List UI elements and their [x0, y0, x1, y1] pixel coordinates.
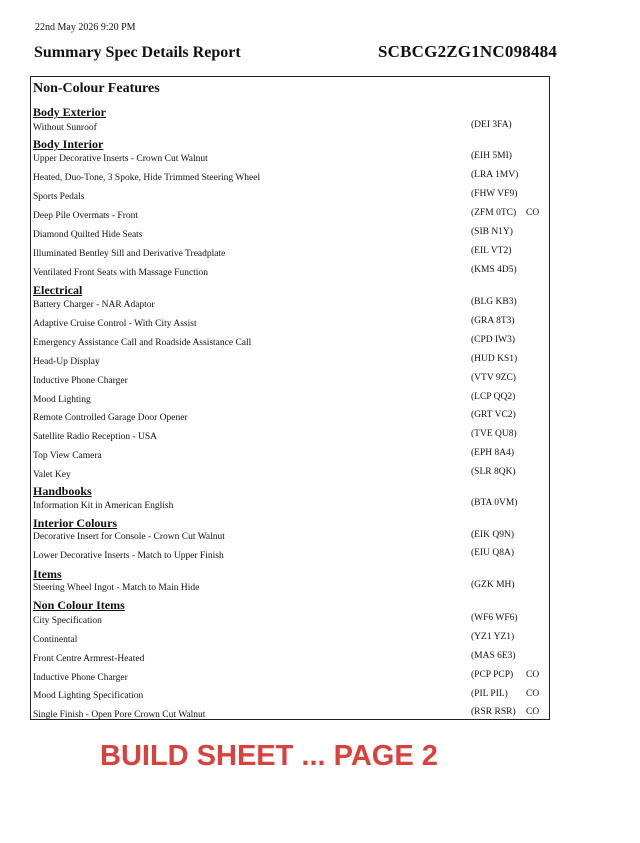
feature-suffix: CO	[526, 707, 540, 717]
feature-code: (YZ1 YZ1)	[471, 632, 515, 642]
feature-code: (MAS 6E3)	[471, 651, 516, 661]
section-heading-non-colour-items: Non Colour Items	[33, 598, 125, 612]
feature-name: Ventilated Front Seats with Massage Function	[33, 268, 208, 278]
section-heading-body-interior: Body Interior	[33, 137, 104, 151]
feature-name: Information Kit in American English	[33, 501, 174, 511]
section-heading-body-exterior: Body Exterior	[33, 105, 106, 119]
feature-name: Continental	[33, 635, 78, 645]
feature-code: (PCP PCP)	[471, 670, 514, 680]
feature-code: (SIB N1Y)	[471, 227, 513, 237]
feature-code: (BLG KB3)	[471, 297, 517, 307]
feature-code: (DEI 3FA)	[471, 120, 512, 130]
feature-name: Mood Lighting	[33, 395, 91, 405]
feature-name: Top View Camera	[33, 451, 102, 461]
report-timestamp: 22nd May 2026 9:20 PM	[35, 22, 136, 33]
feature-code: (FHW VF9)	[471, 189, 518, 199]
feature-code: (EIK Q9N)	[471, 530, 515, 540]
features-title: Non-Colour Features	[33, 81, 160, 96]
feature-name: Inductive Phone Charger	[33, 673, 128, 683]
report-title: Summary Spec Details Report	[34, 44, 241, 61]
feature-name: Lower Decorative Inserts - Match to Upper Finish	[33, 551, 224, 561]
feature-name: City Specification	[33, 616, 102, 626]
feature-suffix: CO	[526, 689, 540, 699]
feature-code: (GRA 8T3)	[471, 316, 515, 326]
section-heading-items: Items	[33, 567, 62, 581]
feature-code: (VTV 9ZC)	[471, 373, 516, 383]
feature-code: (WF6 WF6)	[471, 613, 518, 623]
feature-name: Diamond Quilted Hide Seats	[33, 230, 143, 240]
feature-name: Battery Charger - NAR Adaptor	[33, 300, 155, 310]
feature-name: Illuminated Bentley Sill and Derivative Treadplate	[33, 249, 226, 259]
feature-code: (GRT VC2)	[471, 410, 516, 420]
feature-name: Steering Wheel Ingot - Match to Main Hide	[33, 583, 200, 593]
feature-name: Satellite Radio Reception - USA	[33, 432, 158, 442]
feature-name: Adaptive Cruise Control - With City Assist	[33, 319, 197, 329]
feature-code: (LCP QQ2)	[471, 392, 516, 402]
feature-code: (TVE QU8)	[471, 429, 517, 439]
section-heading-interior-colours: Interior Colours	[33, 516, 118, 530]
feature-name: Mood Lighting Specification	[33, 691, 144, 701]
feature-name: Without Sunroof	[33, 123, 97, 133]
feature-name: Upper Decorative Inserts - Crown Cut Walnut	[33, 154, 208, 164]
feature-name: Inductive Phone Charger	[33, 376, 128, 386]
feature-code: (EIU Q8A)	[471, 548, 515, 558]
feature-name: Front Centre Armrest-Heated	[33, 654, 145, 664]
feature-name: Sports Pedals	[33, 192, 85, 202]
feature-name: Head-Up Display	[33, 357, 100, 367]
feature-code: (EIL VT2)	[471, 246, 512, 256]
feature-name: Emergency Assistance Call and Roadside Assistance Call	[33, 338, 252, 348]
feature-code: (SLR 8QK)	[471, 467, 516, 477]
section-heading-handbooks: Handbooks	[33, 484, 92, 498]
feature-code: (RSR RSR)	[471, 707, 516, 717]
feature-suffix: CO	[526, 670, 540, 680]
feature-code: (EIH 5MI)	[471, 151, 512, 161]
vin-number: SCBCG2ZG1NC098484	[378, 42, 558, 61]
feature-suffix: CO	[526, 208, 540, 218]
feature-name: Heated, Duo-Tone, 3 Spoke, Hide Trimmed Steering Wheel	[33, 173, 261, 183]
feature-name: Remote Controlled Garage Door Opener	[33, 413, 188, 423]
feature-code: (GZK MH)	[471, 580, 515, 590]
feature-code: (PIL PIL)	[471, 689, 508, 699]
feature-code: (EPH 8A4)	[471, 448, 515, 458]
feature-code: (HUD KS1)	[471, 354, 518, 364]
feature-code: (BTA 0VM)	[471, 498, 518, 508]
feature-code: (LRA 1MV)	[471, 170, 519, 180]
feature-code: (CPD IW3)	[471, 335, 516, 345]
section-heading-electrical: Electrical	[33, 283, 83, 297]
feature-name: Deep Pile Overmats - Front	[33, 211, 139, 221]
feature-code: (ZFM 0TC)	[471, 208, 517, 218]
feature-name: Single Finish - Open Pore Crown Cut Walnut	[33, 710, 206, 720]
build-sheet-caption: BUILD SHEET ... PAGE 2	[100, 740, 438, 772]
feature-name: Decorative Insert for Console - Crown Cut Walnut	[33, 532, 225, 542]
feature-code: (KMS 4D5)	[471, 265, 517, 275]
feature-name: Valet Key	[33, 470, 71, 480]
